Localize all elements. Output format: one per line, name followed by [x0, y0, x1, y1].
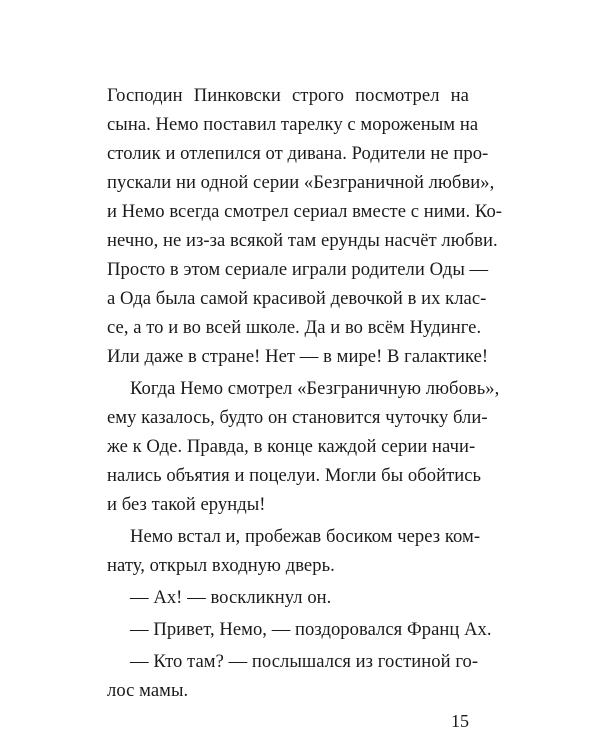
text-line: столик и отлепился от дивана. Родители не про- — [107, 143, 489, 164]
text-line: Просто в этом сериале играли родители Оды — — [107, 259, 489, 280]
text-line: нались объятия и поцелуи. Могли бы обойтись — [107, 465, 482, 486]
page-number: 15 — [451, 711, 469, 731]
text-line: и без такой ерунды! — [107, 494, 266, 515]
text-line: ему казалось, будто он становится чуточку бли- — [107, 407, 488, 428]
text-line: Немо встал и, пробежав босиком через ком- — [130, 526, 481, 547]
text-line: Или даже в стране! Нет — в мире! В галактике! — [107, 346, 489, 367]
text-line: лос мамы. — [107, 680, 189, 701]
text-line: Господин Пинковски строго посмотрел на — [107, 85, 469, 106]
text-line: пускали ни одной серии «Безграничной любви», — [107, 172, 495, 193]
dialogue-line: — Кто там? — послышался из гостиной го- — [130, 651, 479, 672]
text-line: нату, открыл входную дверь. — [107, 555, 335, 576]
text-line: и Немо всегда смотрел сериал вместе с ними. Ко- — [107, 201, 503, 222]
text-line: нечно, не из-за всякой там ерунды насчёт любви. — [107, 230, 498, 251]
dialogue-line: — Ах! — воскликнул он. — [130, 587, 332, 608]
text-line: же к Оде. Правда, в конце каждой серии начи- — [107, 436, 476, 457]
text-line: Когда Немо смотрел «Безграничную любовь», — [130, 378, 500, 399]
text-line: се, а то и во всей школе. Да и во всём Нудинге. — [107, 317, 482, 338]
text-line: сына. Немо поставил тарелку с мороженым на — [107, 114, 479, 135]
dialogue-line: — Привет, Немо, — поздоровался Франц Ах. — [130, 619, 492, 640]
text-line: а Ода была самой красивой девочкой в их клас- — [107, 288, 487, 309]
